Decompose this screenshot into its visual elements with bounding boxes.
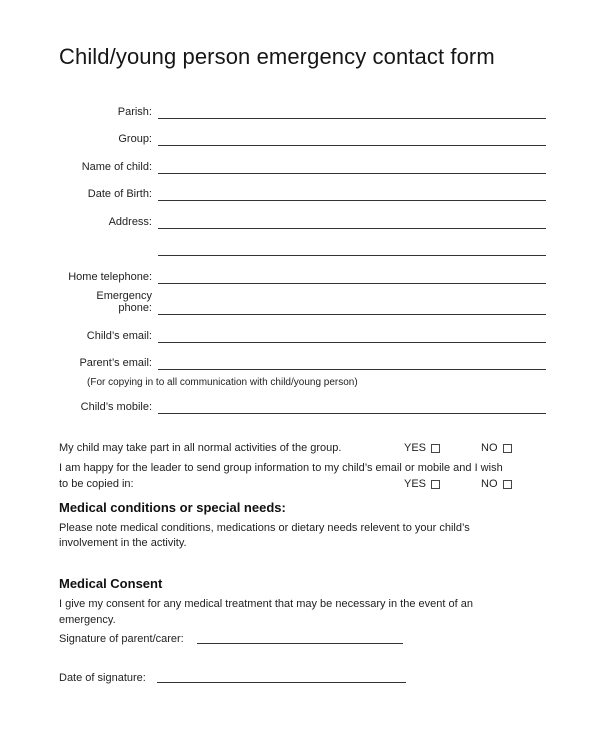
child-mobile-field[interactable]: [158, 413, 546, 414]
group-label: Group:: [118, 133, 152, 145]
contact-yes-option: [404, 478, 440, 490]
emergency-phone-field[interactable]: [158, 314, 546, 315]
medical-conditions-text-line2: involvement in the activity.: [59, 537, 187, 549]
child-email-label: Child’s email:: [86, 330, 152, 342]
activities-yes-label: YES: [404, 442, 427, 454]
activities-no-checkbox[interactable]: [503, 444, 512, 453]
emergency-phone-label: [96, 290, 152, 314]
contact-yes-label: YES: [404, 478, 427, 490]
child-email-field[interactable]: [158, 342, 546, 343]
medical-consent-text-line1: I give my consent for any medical treatment that may be necessary in the event of an: [59, 598, 473, 610]
signature-label: Signature of parent/carer:: [59, 633, 184, 645]
parent-email-field[interactable]: [158, 369, 546, 370]
home-telephone-field[interactable]: [158, 283, 546, 284]
date-of-signature-field[interactable]: [157, 682, 406, 683]
date-of-birth-label: Date of Birth:: [87, 188, 152, 200]
contact-no-option: [481, 478, 512, 490]
signature-field[interactable]: [197, 643, 403, 644]
child-name-label: Name of child:: [81, 161, 152, 173]
address-field-line-1[interactable]: [158, 228, 546, 229]
address-field-line-2[interactable]: [158, 255, 546, 256]
activities-no-option: [481, 442, 512, 454]
parish-label: Parish:: [117, 106, 152, 118]
parent-email-label: Parent’s email:: [79, 357, 152, 369]
emergency-phone-label-line2: phone:: [118, 302, 152, 314]
medical-conditions-heading: Medical conditions or special needs:: [59, 500, 286, 515]
activities-consent-text: My child may take part in all normal activities of the group.: [59, 442, 342, 454]
contact-consent-text-line1: I am happy for the leader to send group information to my child’s email or mobile and I wish: [59, 462, 503, 474]
child-name-field[interactable]: [158, 173, 546, 174]
home-telephone-label: Home telephone:: [68, 271, 152, 283]
activities-yes-option: [404, 442, 440, 454]
date-of-signature-label: Date of signature:: [59, 672, 146, 684]
contact-no-label: NO: [481, 478, 498, 490]
form-title: Child/young person emergency contact form: [59, 44, 495, 69]
address-label: Address:: [108, 216, 152, 228]
contact-no-checkbox[interactable]: [503, 480, 512, 489]
contact-consent-text-line2: to be copied in:: [59, 478, 134, 490]
contact-yes-checkbox[interactable]: [431, 480, 440, 489]
date-of-birth-field[interactable]: [158, 200, 546, 201]
parish-field[interactable]: [158, 118, 546, 119]
activities-no-label: NO: [481, 442, 498, 454]
medical-conditions-text-line1: Please note medical conditions, medications or dietary needs relevent to your child’s: [59, 522, 470, 534]
group-field[interactable]: [158, 145, 546, 146]
parent-email-note: (For copying in to all communication with child/young person): [87, 377, 358, 388]
medical-consent-text-line2: emergency.: [59, 614, 116, 626]
child-mobile-label: Child’s mobile:: [80, 401, 152, 413]
activities-yes-checkbox[interactable]: [431, 444, 440, 453]
emergency-phone-label-line1: Emergency: [96, 290, 152, 302]
medical-consent-heading: Medical Consent: [59, 576, 163, 591]
